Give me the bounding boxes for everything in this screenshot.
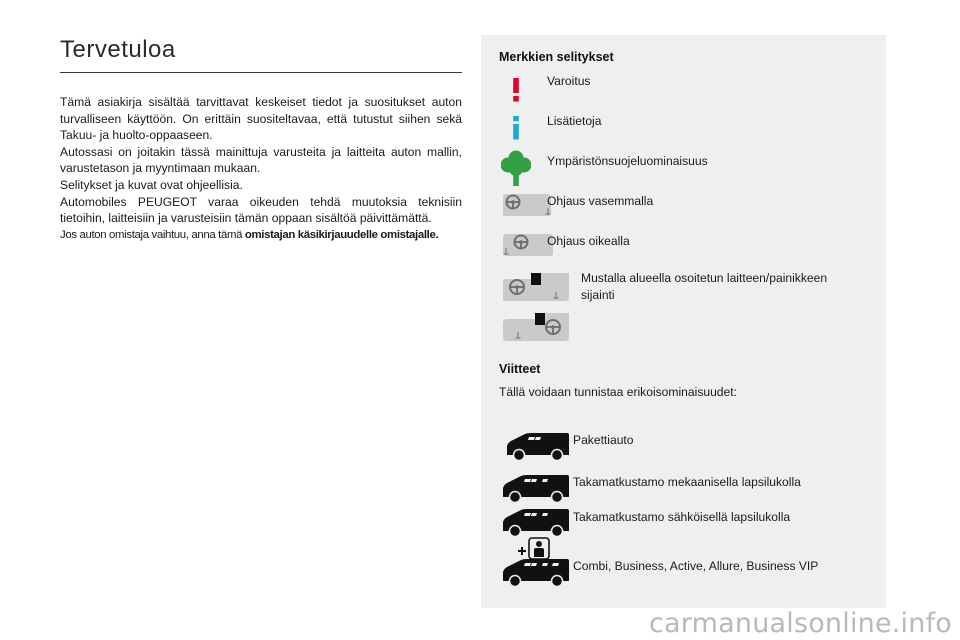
title-divider [60, 72, 462, 73]
intro-paragraph: Automobiles PEUGEOT varaa oikeuden tehdä muutoksia teknisiin tietoihin, laitteisiin ja varusteisiin tämän oppaan sisältöä päivittämättä. [60, 194, 462, 226]
ref-electric-lock-label: Takamatkustamo sähköisellä lapsilukolla [573, 510, 791, 524]
ref-mechanical-lock-label: Takamatkustamo mekaanisella lapsilukolla [573, 475, 801, 489]
ref-passenger-label: Combi, Business, Active, Allure, Business VIP [573, 559, 819, 573]
legend-warning-label: Varoitus [547, 74, 591, 88]
intro-paragraph: Tämä asiakirja sisältää tarvittavat keskeiset tiedot ja suositukset auton turvalliseen käyttöön. On erittäin suositeltavaa, että tutustut siihen sekä Takuu- ja huolto-oppaaseen. [60, 95, 462, 143]
legend-panel [481, 35, 886, 608]
references-heading: Viitteet [499, 362, 541, 376]
legend-heading: Merkkien selitykset [499, 50, 614, 64]
location-dashboard-lhd-icon [501, 271, 573, 303]
owner-note-emphasis: omistajan käsikirjauudelle omistajalle. [244, 228, 439, 241]
intro-paragraph: Autossasi on joitakin tässä mainittuja varusteita ja laitteita auton mallin, varustetason ja myyntimaan mukaan. [60, 144, 462, 176]
legend-info-label: Lisätietoja [547, 114, 602, 128]
legend-eco-label: Ympäristönsuojeluominaisuus [547, 154, 708, 168]
legend-rhd-label: Ohjaus oikealla [547, 234, 630, 248]
watermark: carmanualsonline.info [649, 608, 952, 639]
owner-note [60, 227, 462, 244]
van-icon [505, 431, 571, 461]
page-title: Tervetuloa [60, 36, 176, 63]
ref-van-label: Pakettiauto [573, 433, 634, 447]
tree-icon [501, 150, 531, 186]
legend-location-label: Mustalla alueella osoitetun laitteen/painikkeen sijainti [581, 271, 828, 302]
location-dashboard-rhd-icon [501, 311, 573, 343]
warning-icon [510, 78, 522, 102]
intro-text [60, 94, 462, 243]
passenger-vehicle-icon [501, 557, 571, 587]
info-icon [510, 116, 522, 140]
crew-van-icon [501, 473, 571, 503]
owner-note-text: Jos auton omistaja vaihtuu, anna tämä [60, 228, 245, 241]
welcome-section [60, 36, 462, 241]
crew-van-electric-icon [501, 507, 571, 537]
legend-lhd-label: Ohjaus vasemmalla [547, 194, 654, 208]
intro-paragraph: Selitykset ja kuvat ovat ohjeellisia. [60, 177, 243, 192]
references-subtitle: Tällä voidaan tunnistaa erikoisominaisuudet: [499, 385, 737, 399]
